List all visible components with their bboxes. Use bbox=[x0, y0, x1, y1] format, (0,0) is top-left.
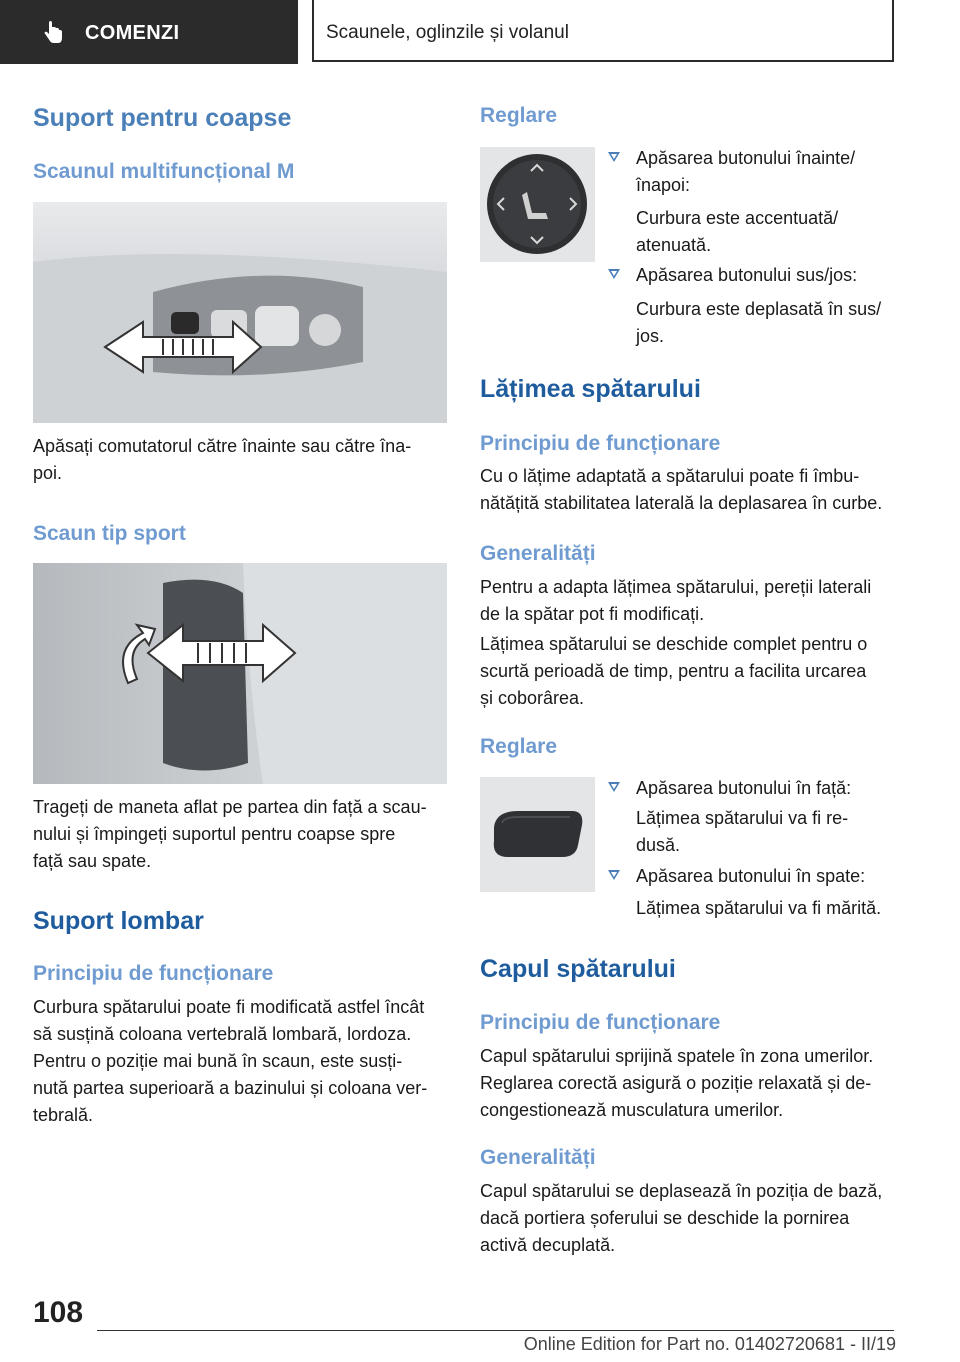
text-line: poi. bbox=[33, 463, 63, 483]
text-line: nului și împingeți suportul pentru coapse spre bbox=[33, 824, 396, 844]
bullet-forward-back-result bbox=[636, 205, 898, 259]
general-1-text-b bbox=[480, 631, 900, 712]
triangle-bullet-icon bbox=[608, 152, 620, 162]
heading-general-1: Generalități bbox=[480, 542, 596, 565]
section-header bbox=[312, 0, 894, 62]
text-line: Apăsarea butonului înainte/ bbox=[636, 148, 856, 168]
sport-seat-illustration bbox=[33, 563, 447, 784]
bullet-up-down bbox=[608, 262, 898, 289]
four-way-button-illustration bbox=[480, 147, 595, 262]
text-line: față sau spate. bbox=[33, 851, 152, 871]
text-line: Lățimea spătarului va fi mărită. bbox=[636, 898, 882, 918]
text-line: Apăsarea butonului în față: bbox=[636, 778, 852, 798]
text-line: Pentru a adapta lățimea spătarului, pereții laterali bbox=[480, 577, 872, 597]
text-line: Trageți de maneta aflat pe partea din față a scau- bbox=[33, 797, 427, 817]
text-line: atenuată. bbox=[636, 235, 712, 255]
text-line: Cu o lățime adaptată a spătarului poate fi îmbu- bbox=[480, 466, 860, 486]
chapter-tab bbox=[0, 0, 298, 64]
width-principle-text bbox=[480, 463, 900, 517]
bullet-back-result bbox=[636, 895, 898, 922]
seat-switch-image bbox=[33, 202, 447, 423]
seat-switch-illustration bbox=[33, 202, 447, 423]
lumbar-button-image bbox=[480, 147, 595, 262]
text-line: Curbura este deplasată în sus/ bbox=[636, 299, 882, 319]
bullet-forward-back bbox=[608, 145, 898, 199]
text-line: activă decuplată. bbox=[480, 1235, 616, 1255]
heading-width-principle: Principiu de funcționare bbox=[480, 432, 721, 455]
footer-divider bbox=[97, 1330, 894, 1331]
sport-seat-instructions bbox=[33, 794, 447, 875]
heading-headrest-principle: Principiu de funcționare bbox=[480, 1011, 721, 1034]
heading-lumbar-principle: Principiu de funcționare bbox=[33, 962, 274, 985]
heading-sport-seat: Scaun tip sport bbox=[33, 522, 186, 545]
width-button-illustration bbox=[480, 777, 595, 892]
headrest-principle-text bbox=[480, 1043, 900, 1124]
text-line: înapoi: bbox=[636, 175, 691, 195]
text-line: Capul spătarului sprijină spatele în zona umerilor. bbox=[480, 1046, 874, 1066]
heading-lumbar-support: Suport lombar bbox=[33, 907, 204, 935]
text-line: Capul spătarului se deplasează în poziția de bază, bbox=[480, 1181, 883, 1201]
text-line: dusă. bbox=[636, 835, 681, 855]
triangle-bullet-icon bbox=[608, 269, 620, 279]
heading-backrest-width: Lățimea spătarului bbox=[480, 375, 701, 403]
bullet-front bbox=[608, 775, 898, 802]
chapter-tab-label: COMENZI bbox=[85, 22, 180, 44]
text-line: Apăsarea butonului în spate: bbox=[636, 866, 866, 886]
text-line: nătățită stabilitatea laterală la deplasarea în curbe. bbox=[480, 493, 883, 513]
multi-seat-instructions bbox=[33, 433, 447, 487]
text-line: să susțină coloana vertebrală lombară, lordoza. bbox=[33, 1024, 412, 1044]
footer-edition: Online Edition for Part no. 01402720681 - II/19 bbox=[523, 1334, 896, 1354]
text-line: Reglarea corectă asigură o poziție relaxată și de- bbox=[480, 1073, 872, 1093]
bullet-front-result bbox=[636, 805, 898, 859]
heading-thigh-support: Suport pentru coapse bbox=[33, 104, 292, 132]
text-line: Apăsarea butonului sus/jos: bbox=[636, 265, 858, 285]
text-line: tebrală. bbox=[33, 1105, 94, 1125]
heading-multifunction-seat: Scaunul multifuncțional M bbox=[33, 160, 295, 183]
text-line: congestionează musculatura umerilor. bbox=[480, 1100, 784, 1120]
bullet-back bbox=[608, 863, 898, 890]
text-line: Apăsați comutatorul către înainte sau către îna- bbox=[33, 436, 412, 456]
lumbar-principle-text bbox=[33, 994, 447, 1129]
sport-seat-image bbox=[33, 563, 447, 784]
text-line: scurtă perioadă de timp, pentru a facilita urcarea bbox=[480, 661, 867, 681]
text-line: și coborârea. bbox=[480, 688, 585, 708]
text-line: de la spătar pot fi modificați. bbox=[480, 604, 705, 624]
triangle-bullet-icon bbox=[608, 782, 620, 792]
heading-lumbar-adjust: Reglare bbox=[480, 104, 558, 127]
general-1-text-a bbox=[480, 574, 900, 628]
section-title: Scaunele, oglinzile și volanul bbox=[326, 22, 569, 43]
heading-width-adjust: Reglare bbox=[480, 735, 558, 758]
page-number: 108 bbox=[33, 1296, 84, 1329]
triangle-bullet-icon bbox=[608, 870, 620, 880]
text-line: jos. bbox=[636, 326, 665, 346]
text-line: nută partea superioară a bazinului și coloana ver- bbox=[33, 1078, 428, 1098]
text-line: Lățimea spătarului va fi re- bbox=[636, 808, 849, 828]
heading-general-2: Generalități bbox=[480, 1146, 596, 1169]
general-2-text bbox=[480, 1178, 900, 1259]
text-line: Curbura spătarului poate fi modificată astfel încât bbox=[33, 997, 425, 1017]
width-button-image bbox=[480, 777, 595, 892]
heading-headrest: Capul spătarului bbox=[480, 955, 676, 983]
text-line: Curbura este accentuată/ bbox=[636, 208, 839, 228]
text-line: dacă portiera șoferului se deschide la pornirea bbox=[480, 1208, 850, 1228]
text-line: Pentru o poziție mai bună în scaun, este susți- bbox=[33, 1051, 403, 1071]
text-line: Lățimea spătarului se deschide complet pentru o bbox=[480, 634, 868, 654]
bullet-up-down-result bbox=[636, 296, 898, 350]
hand-pointer-icon bbox=[40, 20, 66, 46]
